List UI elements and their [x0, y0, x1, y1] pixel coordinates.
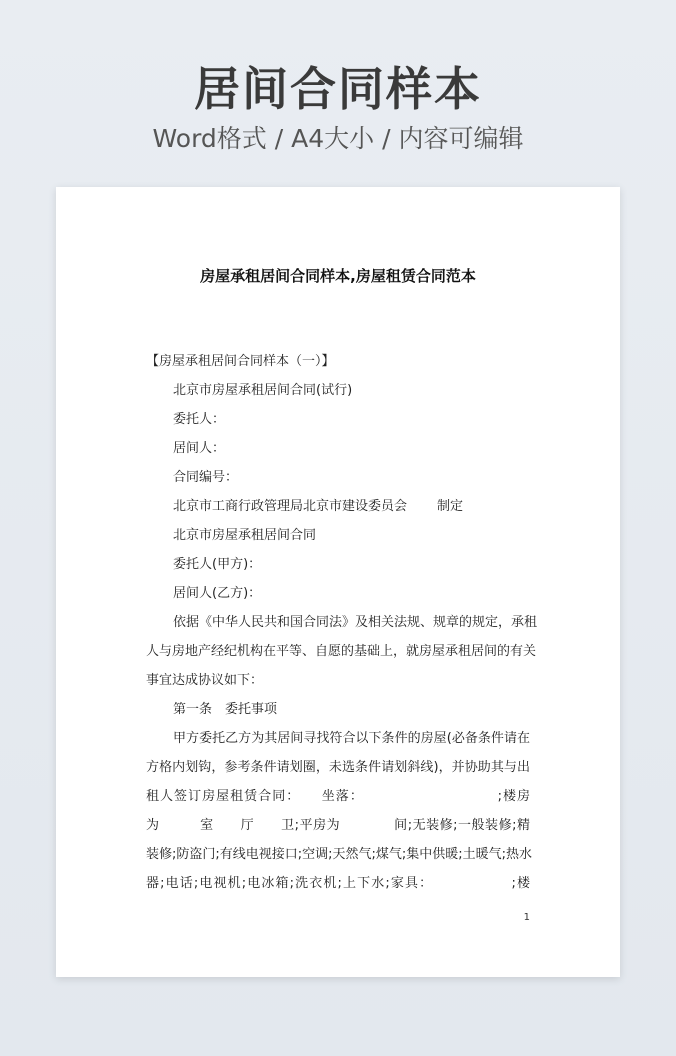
- page-number: 1: [523, 912, 530, 923]
- article-1-heading: 第一条 委托事项: [173, 702, 278, 717]
- article-1-line: 方格内划钩，参考条件请划圈，未选条件请划斜线)，并协助其与出: [146, 760, 530, 775]
- article-1-line: 为 室 厅 卫;平房为 间;无装修;一般装修;精: [146, 818, 530, 833]
- document-body: [146, 347, 538, 898]
- article-1-line: 装修;防盗门;有线电视接口;空调;天然气;煤气;集中供暖;土暖气;热水: [146, 847, 533, 862]
- banner-title: 居间合同样本: [194, 62, 482, 116]
- banner: [0, 60, 676, 156]
- party-b-label: 居间人(乙方)：: [173, 586, 262, 601]
- principal-label: 委托人：: [173, 412, 226, 427]
- article-1-line: 器;电话;电视机;电冰箱;洗衣机;上下水;家具： ;楼: [146, 876, 530, 891]
- party-a-label: 委托人(甲方)：: [173, 557, 262, 572]
- banner-subtitle: Word格式 / A4大小 / 内容可编辑: [152, 124, 524, 153]
- contract-name-2: 北京市房屋承租居间合同: [173, 528, 317, 543]
- issuer-suffix: 制定: [437, 499, 464, 514]
- issuer-name: 北京市工商行政管理局北京市建设委员会: [173, 499, 408, 514]
- contract-name: 北京市房屋承租居间合同(试行): [173, 383, 353, 398]
- intermediary-label: 居间人：: [173, 441, 226, 456]
- preamble-line: 依据《中华人民共和国合同法》及相关法规、规章的规定，承租: [173, 615, 538, 630]
- preamble-line: 事宜达成协议如下：: [146, 673, 264, 688]
- article-1-line: 甲方委托乙方为其居间寻找符合以下条件的房屋(必备条件请在: [173, 731, 530, 746]
- article-1-line: 租人签订房屋租赁合同： 坐落： ;楼房: [146, 789, 530, 804]
- document-title: 房屋承租居间合同样本,房屋租赁合同范本: [200, 267, 476, 285]
- preamble-line: 人与房地产经纪机构在平等、自愿的基础上，就房屋承租居间的有关: [146, 644, 537, 659]
- contract-number-label: 合同编号：: [173, 470, 239, 485]
- section-heading: 【房屋承租居间合同样本（一）】: [146, 354, 335, 369]
- document-page: [56, 187, 620, 977]
- issuer-line: [146, 492, 530, 521]
